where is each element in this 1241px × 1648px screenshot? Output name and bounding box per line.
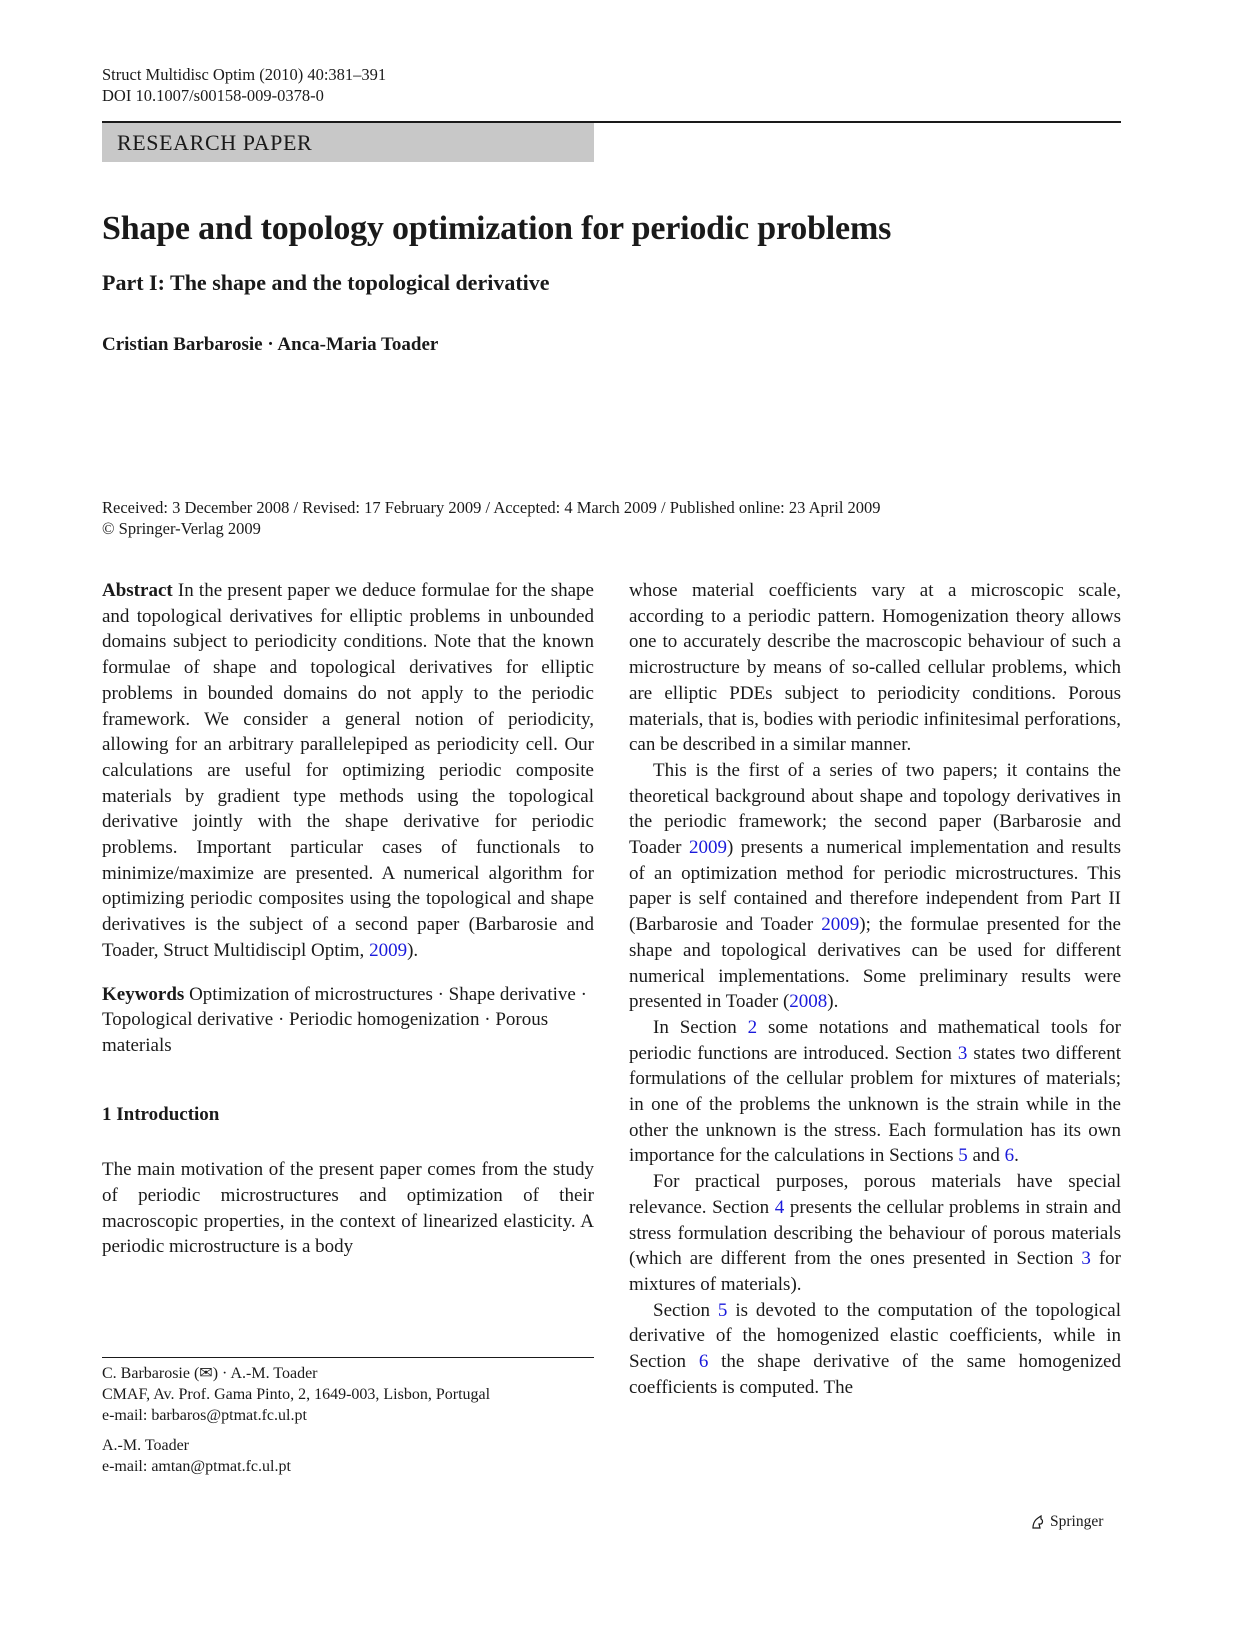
dates-line: Received: 3 December 2008 / Revised: 17 February 2009 / Accepted: 4 March 2009 / Published online: 23 April 2009 [102,498,881,517]
paper-title: Shape and topology optimization for periodic problems [102,210,892,247]
text: some notations and mathematical tools for periodic functions are introduced. Section [629,1016,1121,1064]
section-banner [102,123,594,162]
text: ); the formulae presented for the shape and topological derivatives can be used for different numerical implementations. Some preliminary results were presented in Toader ( [629,914,1121,1013]
publication-dates [102,497,881,539]
text: and [967,1145,1005,1167]
author-footnotes [102,1363,594,1477]
section-link[interactable]: 4 [774,1196,785,1218]
springer-horse-icon [1030,1514,1046,1530]
section-link[interactable]: 5 [958,1145,968,1167]
publisher-name: Springer [1050,1513,1104,1530]
text: . [1014,1145,1019,1167]
paragraph [629,1298,1121,1401]
copyright: © Springer-Verlag 2009 [102,519,261,538]
section-link[interactable]: 3 [957,1042,968,1064]
text: states two different formulations of the cellular problem for mixtures of materials; in one of the problems the unknown is the strain while in the other the unknown is the stress. Each formulation has its own importance for the calculations in Sections [629,1042,1121,1167]
intro-paragraph: The main motivation of the present paper comes from the study of periodic microstructures and optimization of their macroscopic properties, in the context of linearized elasticity. A periodic microstructure is a body [102,1159,594,1258]
text: for mixtures of materials). [629,1248,1122,1295]
citation-link[interactable]: 2008 [789,991,828,1013]
keywords-label: Keywords [102,983,185,1005]
section-heading-introduction: 1 Introduction [102,1103,220,1125]
publisher-logo [1030,1513,1103,1531]
doi[interactable]: DOI 10.1007/s00158-009-0378-0 [102,86,324,105]
right-column [629,578,1121,1401]
text: ) presents a numerical implementation and results of an optimization method for periodic microstructures. This paper is self contained and therefore independent from Part II (Barbarosie and Toader [629,837,1121,936]
authors: Cristian Barbarosie · Anca-Maria Toader [102,334,439,355]
text: For practical purposes, porous materials have special relevance. Section [629,1171,1121,1218]
paragraph: whose material coefficients vary at a microscopic scale, according to a periodic pattern. Homogenization theory allows one to accurately describe the macroscopic behaviour of such a microstructure by means of so-called cellular problems, which are elliptic PDEs subject to periodicity conditions. Porous materials, that is, bodies with periodic infinitesimal perforations, can be described in a similar manner. [629,580,1121,756]
citation-link[interactable]: 2009 [369,939,408,961]
footnote-affiliation: CMAF, Av. Prof. Gama Pinto, 2, 1649-003, Lisbon, Portugal [102,1386,491,1403]
keywords-text: Optimization of microstructures · Shape derivative · Topological derivative · Periodic homogenization · Porous materials [102,983,587,1056]
paper-subtitle: Part I: The shape and the topological derivative [102,270,550,295]
journal-header [102,64,386,106]
abstract [102,578,594,964]
text: In Section [653,1016,748,1038]
section-link[interactable]: 6 [698,1351,709,1373]
text: Section [653,1299,718,1321]
journal-citation: Struct Multidisc Optim (2010) 40:381–391 [102,65,387,84]
paragraph [629,1169,1121,1298]
footnote-authors: C. Barbarosie (✉) · A.-M. Toader [102,1365,318,1382]
section-link[interactable]: 3 [1081,1248,1091,1270]
footnote-email[interactable]: e-mail: amtan@ptmat.fc.ul.pt [102,1458,291,1475]
text: the shape derivative of the same homogenized coefficients is computed. The [629,1351,1121,1398]
footnote-author: A.-M. Toader [102,1437,190,1454]
keywords [102,982,594,1059]
citation-link[interactable]: 2009 [688,837,727,859]
paragraph [629,1015,1121,1169]
text: ). [827,991,839,1013]
left-column [102,578,594,1260]
abstract-label: Abstract [102,580,173,601]
section-link[interactable]: 2 [747,1016,758,1038]
abstract-text: In the present paper we deduce formulae for the shape and topological derivatives for elliptic problems in unbounded domains subject to periodicity conditions. Note that the known formulae of shape and topological derivatives for elliptic problems in bounded domains do not apply to the periodic framework. We consider a general notion of periodicity, allowing for an arbitrary parallelepiped as periodicity cell. Our calculations are useful for optimizing periodic composite materials by gradient type methods using the topological derivative jointly with the shape derivative for periodic problems. Important particular cases of functionals to minimize/maximize are presented. A numerical algorithm for optimizing periodic composites using the topological and shape derivatives is the subject of a second paper (Barbarosie and Toader, Struct Multidiscipl Optim, [102,580,594,961]
section-banner-label: RESEARCH PAPER [117,130,313,155]
paragraph [629,758,1121,1015]
footnote-rule [102,1357,594,1358]
section-link[interactable]: 5 [717,1299,728,1321]
text: is devoted to the computation of the topological derivative of the homogenized elastic coefficients, while in Section [629,1299,1121,1373]
abstract-end: ). [407,939,419,961]
text: presents the cellular problems in strain and stress formulation describing the behaviour of porous materials (which are different from the ones presented in Section [629,1196,1121,1270]
text: This is the first of a series of two papers; it contains the theoretical background about shape and topology derivatives in the periodic framework; the second paper (Barbarosie and Toader [629,759,1121,859]
citation-link[interactable]: 2009 [821,914,860,936]
section-link[interactable]: 6 [1004,1145,1015,1167]
footnote-email[interactable]: e-mail: barbaros@ptmat.fc.ul.pt [102,1407,307,1424]
